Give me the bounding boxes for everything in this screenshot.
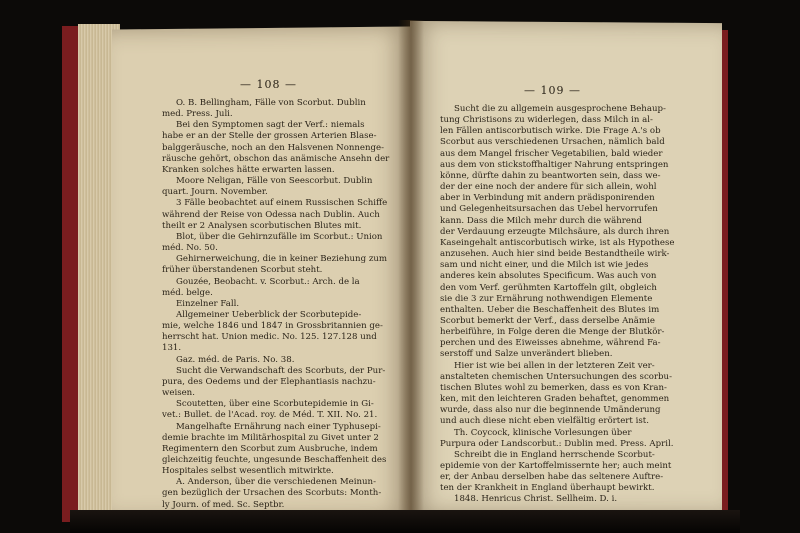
text-line: könne, dürfte dahin zu beantworten sein, dass we- — [440, 170, 661, 181]
text-line: wurde, dass also nur die beginnende Umänderung — [440, 405, 661, 416]
text-line: balggeräusche, noch an den Halsvenen Nonnenge- — [162, 142, 385, 153]
text-line: er, der Anbau derselben habe das seltenere Auftre- — [440, 472, 664, 483]
text-line: anderes kein absolutes Specificum. Was auch von — [440, 271, 657, 282]
text-line: aus dem von stickstoffhaltiger Nahrung entspringen — [440, 159, 669, 170]
text-line: Scorbut aus verschiedenen Ursachen, nämlich bald — [440, 137, 665, 148]
text-line: Gaz. méd. de Paris. No. 38. — [176, 354, 295, 365]
text-line: len Fällen antiscorbutisch wirke. Die Frage A.'s ob — [440, 126, 661, 137]
text-line: Hier ist wie bei allen in der letzteren Zeit ver- — [454, 360, 655, 371]
text-line: anstalteten chemischen Untersuchungen des scorbu- — [440, 371, 672, 382]
text-line: Kranken solches hätte erwarten lassen. — [162, 164, 335, 175]
text-line: pura, des Oedems und der Elephantiasis nachzu- — [162, 376, 376, 387]
text-line: Gouzée, Beobacht. v. Scorbut.: Arch. de la — [176, 276, 360, 287]
text-line: perchen und des Eiweisses abnehme, während Fa- — [440, 338, 661, 349]
left-page-number: — 108 — — [240, 78, 297, 91]
text-line: 3 Fälle beobachtet auf einem Russischen Schiffe — [176, 198, 388, 209]
text-line: Mangelhafte Ernährung nach einer Typhusepi- — [176, 421, 381, 432]
text-line: enthalten. Ueber die Beschaffenheit des Blutes im — [440, 304, 660, 315]
text-line: tischen Blutes wohl zu bemerken, dass es von Kran- — [440, 382, 667, 393]
text-line: der der eine noch der andere für sich allein, wohl — [440, 182, 657, 193]
text-line: 1848. Henricus Christ. Sellheim. D. i. — [454, 494, 618, 505]
text-line: herrscht hat. Union medic. No. 125. 127.128 und — [162, 332, 377, 343]
text-line: Kaseingehalt antiscorbutisch wirke, ist als Hypothese — [440, 237, 675, 248]
text-line: vet.: Bullet. de l'Acad. roy. de Méd. T. XII. No. 21. — [162, 410, 378, 421]
text-line: früher überstandenen Scorbut steht. — [162, 265, 323, 276]
text-line: den vom Verf. gerühmten Kartoffeln gilt, obgleich — [440, 282, 657, 293]
text-line: ken, mit den leichteren Graden behaftet, genommen — [440, 394, 670, 405]
text-line: tung Christisons zu widerlegen, dass Milch in al- — [440, 115, 653, 126]
text-line: theilt er 2 Analysen scorbutischen Blutes mit. — [162, 220, 362, 231]
text-line: aber in Verbindung mit andern prädisponirenden — [440, 193, 655, 204]
text-line: Blot, über die Gehirnzufälle im Scorbut.: Union — [176, 231, 383, 242]
text-line: gen bezüglich der Ursachen des Scorbuts: Month- — [162, 488, 382, 499]
text-line: sam und nicht einer, und die Milch ist wie jedes — [440, 260, 649, 271]
text-line: der Verdauung erzeugte Milchsäure, als durch ihren — [440, 226, 670, 237]
table-shadow — [70, 510, 740, 533]
text-line: ly Journ. of med. Sc. Septbr. — [162, 499, 285, 510]
text-line: Bei den Symptomen sagt der Verf.: niemals — [176, 120, 365, 131]
text-line: Purpura oder Landscorbut.: Dublin med. Press. April. — [440, 438, 674, 449]
text-line: méd. belge. — [162, 287, 213, 298]
right-page-text — [440, 104, 692, 506]
text-line: Sucht die Verwandschaft des Scorbuts, der Pur- — [176, 365, 386, 376]
text-line: Einzelner Fall. — [176, 298, 240, 309]
text-line: Gehirnerweichung, die in keiner Beziehung zum — [176, 254, 388, 265]
text-line: Sucht die zu allgemein ausgesprochene Behaup- — [454, 104, 666, 114]
text-line: und Gelegenheitsursachen das Uebel hervorrufen — [440, 204, 658, 215]
text-line: quart. Journ. November. — [162, 187, 268, 198]
book-gutter — [398, 20, 424, 520]
text-line: aus dem Mangel frischer Vegetabilien, bald wieder — [440, 148, 663, 159]
right-page-number: — 109 — — [524, 84, 581, 97]
text-line: mie, welche 1846 und 1847 in Grossbritannien ge- — [162, 321, 383, 332]
text-line: 131. — [162, 343, 182, 354]
text-line: Regimentern den Scorbut zum Ausbruche, indem — [162, 443, 378, 454]
text-line: méd. No. 50. — [162, 243, 218, 254]
text-line: kann. Dass die Milch mehr durch die während — [440, 215, 643, 226]
text-line: weisen. — [162, 388, 195, 399]
text-line: Hospitales selbst wesentlich mitwirkte. — [162, 466, 334, 477]
text-line: ten der Krankheit in England überhaupt bewirkt. — [440, 483, 655, 494]
text-line: Schreibt die in England herrschende Scorbut- — [454, 449, 655, 460]
text-line: anzusehen. Auch hier sind beide Bestandtheile wirk- — [440, 249, 670, 260]
text-line: Scoutetten, über eine Scorbutepidemie in Gi- — [176, 399, 374, 410]
text-line: med. Press. Juli. — [162, 109, 233, 120]
text-line: sie die 3 zur Ernährung nothwendigen Elemente — [440, 293, 653, 304]
text-line: gleichzeitig feuchte, ungesunde Beschaffenheit des — [162, 455, 387, 465]
text-line: epidemie von der Kartoffelmissernte her; auch meint — [440, 461, 672, 471]
text-line: während der Reise von Odessa nach Dublin. Auch — [162, 209, 380, 220]
text-line: A. Anderson, über die verschiedenen Meinun- — [176, 477, 376, 488]
text-line: und auch diese nicht eben vielfältig erörtert ist. — [440, 416, 649, 427]
text-line: herbeiführe, in Folge deren die Menge der Blutkör- — [440, 327, 665, 338]
text-line: Moore Neligan, Fälle von Seescorbut. Dublin — [176, 176, 373, 187]
text-line: habe er an der Stelle der grossen Arterien Blase- — [162, 131, 377, 142]
text-line: Scorbut bemerkt der Verf., dass derselbe Anämie — [440, 315, 655, 326]
text-line: Allgemeiner Ueberblick der Scorbutepide- — [176, 309, 362, 320]
text-line: räusche gehört, obschon das anämische Ansehn der — [162, 153, 390, 164]
left-page-text — [162, 98, 396, 511]
text-line: demie brachte im Militärhospital zu Givet unter 2 — [162, 432, 379, 443]
text-line: Th. Coycock, klinische Vorlesungen über — [454, 427, 632, 438]
text-line: serstoff und Salze unverändert blieben. — [440, 349, 613, 360]
text-line: O. B. Bellingham, Fälle von Scorbut. Dublin — [176, 98, 366, 108]
